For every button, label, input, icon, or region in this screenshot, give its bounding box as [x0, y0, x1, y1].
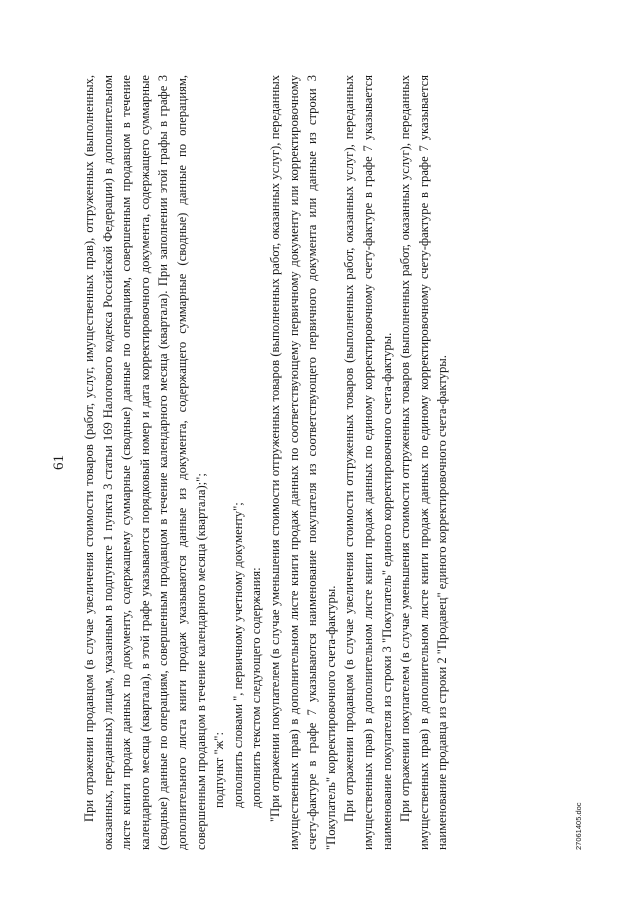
paragraph-subitem-zh: подпункт "ж": — [212, 732, 227, 808]
document-body — [80, 75, 452, 850]
paragraph-seller-increase-summary: При отражении продавцом (в случае увеличения стоимости товаров (работ, услуг, имущественных прав), отгруженных (выполненных, оказанных, переданных) лицам, указанным в подпункте 1 пункта 3 статьи 169 Налогового кодекса Российской Федерации) в дополнительном листе книги продаж данных по документу, содержащему суммарные (сводные) данные по операциям, совершенным продавцом в течение календарного месяца (квартала), в этой графе указываются порядковый номер и дата корректировочного документа, содержащего суммарные (сводные) данные по операциям, совершенным продавцом в течение календарного месяца (квартала). При заполнении этой графы в графе 3 дополнительного листа книги продаж указываются данные из документа, содержащего суммарные (сводные) данные по операциям, совершенным продавцом в течение календарного месяца (квартала);"; — [82, 75, 208, 850]
paragraph-add-words: дополнить словами ", первичному учетному документу"; — [230, 502, 245, 808]
paragraph-buyer-decrease-primary: "При отражении покупателем (в случае уменьшения стоимости отгруженных товаров (выполненных работ, оказанных услуг), переданных имущественных прав) в дополнительном листе книги продаж данных по соответствующему первичному документу или корректировочному счету-фактуре в графе 7 указываются наименование покупателя из соответствующего первичного документа или данные из строки 3 "Покупатель" корректировочного счета-фактуры. — [267, 75, 338, 850]
document-file-code: 27061405.doc — [574, 802, 583, 850]
page-number: 61 — [51, 455, 67, 470]
rotated-page — [50, 75, 595, 850]
paragraph-add-text: дополнить текстом следующего содержания: — [249, 567, 264, 808]
paragraph-buyer-decrease-single: При отражении покупателем (в случае уменьшения стоимости отгруженных товаров (выполненных работ, оказанных услуг), переданных имущественных прав) в дополнительном листе книги продаж данных по единому корректировочному счету-фактуре в графе 7 указывается наименование продавца из строки 2 "Продавец" единого корректировочного счета-фактуры. — [398, 75, 450, 850]
paragraph-seller-increase-single: При отражении продавцом (в случае увеличения стоимости отгруженных товаров (выполненных работ, оказанных услуг), переданных имущественных прав) в дополнительном листе книги продаж данных по единому корректировочному счету-фактуре в графе 7 указывается наименование покупателя из строки 3 "Покупатель" единого корректировочного счета-фактуры. — [342, 75, 394, 850]
